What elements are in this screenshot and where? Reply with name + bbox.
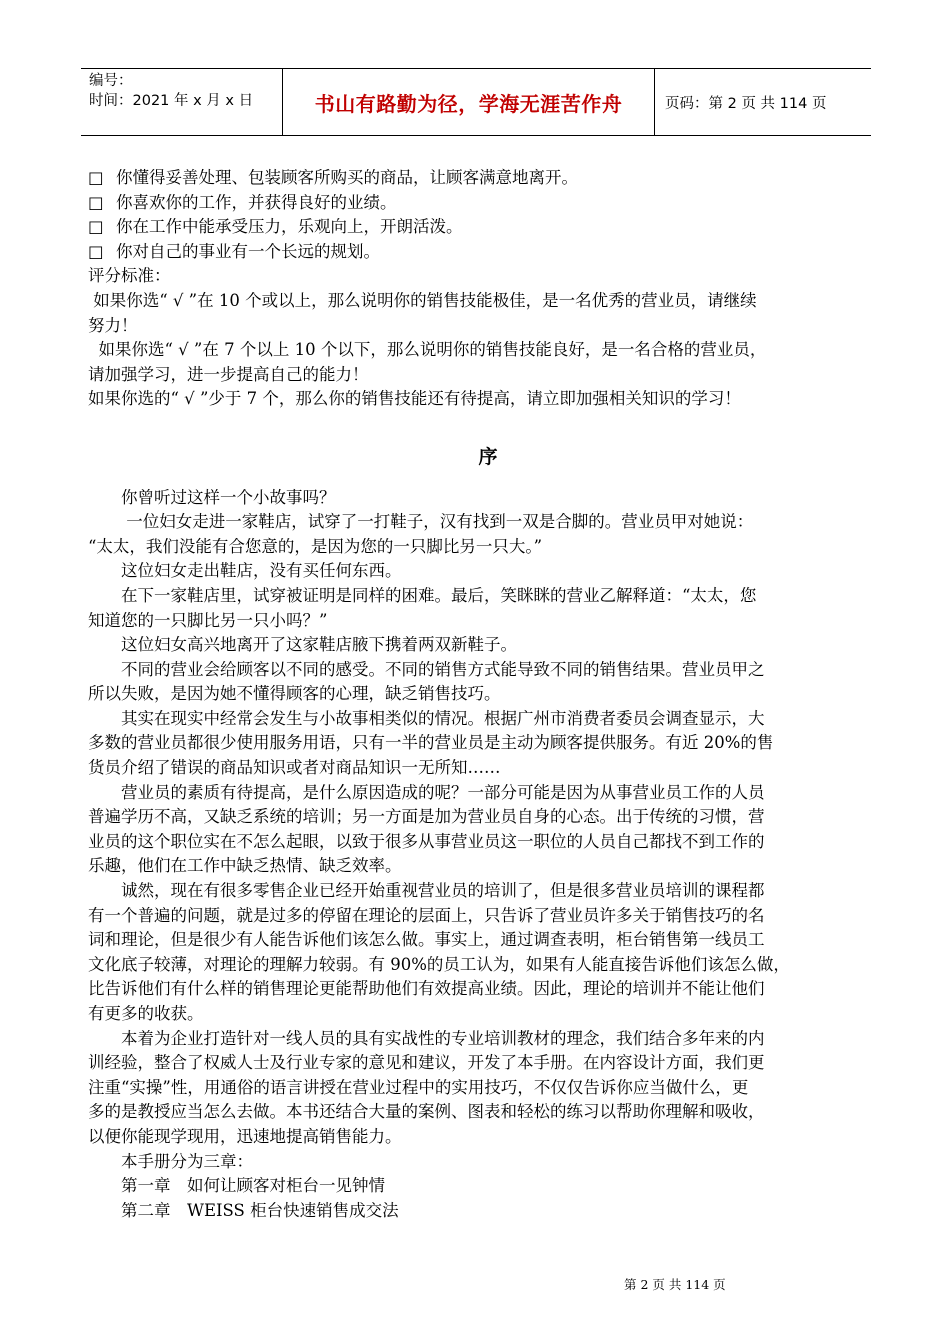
header-motto: 书山有路勤为径，学海无涯苦作舟 bbox=[283, 69, 655, 135]
preface-line: 知道您的一只脚比另一只小吗？” bbox=[88, 610, 328, 630]
checkbox-icon: □ bbox=[88, 241, 104, 261]
preface-line: 有更多的收获。 bbox=[88, 1004, 204, 1023]
preface-line: 所以失败，是因为她不懂得顾客的心理，缺乏销售技巧。 bbox=[88, 684, 501, 704]
document-body bbox=[88, 166, 888, 1223]
page-footer: 第 2 页 共 114 页 bbox=[624, 1277, 726, 1292]
preface-line: 业员的这个职位实在不怎么起眼，以致于很多从事营业员这一职位的人员自己都找不到工作的 bbox=[88, 831, 765, 851]
preface-line: 多数的营业员都很少使用服务用语，只有一半的营业员是主动为顾客提供服务。有近 20%的售 bbox=[88, 733, 774, 753]
checklist-item-text: 你对自己的事业有一个长远的规划。 bbox=[116, 241, 380, 261]
preface-line: 这位妇女高兴地离开了这家鞋店腋下携着两双新鞋子。 bbox=[88, 635, 517, 655]
document-date-label: 时间：2021 年 x 月 x 日 bbox=[89, 93, 254, 109]
preface-line: 你曾听过这样一个小故事吗？ bbox=[88, 487, 336, 507]
document-code-label: 编号： bbox=[89, 73, 133, 89]
preface-line: 乐趣，他们在工作中缺乏热情、缺乏效率。 bbox=[88, 856, 402, 876]
checklist-item bbox=[88, 191, 888, 216]
checklist-item bbox=[88, 166, 888, 191]
preface-line: 有一个普遍的问题，就是过多的停留在理论的层面上，只告诉了营业员许多关于销售技巧的名 bbox=[88, 905, 765, 925]
preface-line: 不同的营业会给顾客以不同的感受。不同的销售方式能导致不同的销售结果。营业员甲之 bbox=[88, 659, 765, 679]
preface-line: 比告诉他们有什么样的销售理论更能帮助他们有效提高业绩。因此，理论的培训并不能让他们 bbox=[88, 979, 765, 999]
header-meta bbox=[81, 69, 283, 135]
scoring-line: 努力！ bbox=[88, 315, 138, 335]
preface-line: 诚然，现在有很多零售企业已经开始重视营业员的培训了，但是很多营业员培训的课程都 bbox=[88, 881, 765, 901]
preface-line: “太太，我们没能有合您意的，是因为您的一只脚比另一只大。” bbox=[88, 536, 543, 556]
preface-title: 序 bbox=[478, 445, 498, 468]
preface-line: 训经验，整合了权威人士及行业专家的意见和建议，开发了本手册。在内容设计方面，我们更 bbox=[88, 1053, 765, 1073]
preface-line: 其实在现实中经常会发生与小故事相类似的情况。根据广州市消费者委员会调查显示，大 bbox=[88, 708, 765, 728]
checkbox-icon: □ bbox=[88, 217, 104, 237]
scoring-section bbox=[88, 264, 888, 412]
checkbox-icon: □ bbox=[88, 168, 104, 187]
scoring-line: 请加强学习，进一步提高自己的能力！ bbox=[88, 364, 369, 384]
scoring-line: 如果你选“ √ ”在 7 个以上 10 个以下，那么说明你的销售技能良好，是一名合格的营业员， bbox=[88, 340, 767, 360]
scoring-label: 评分标准： bbox=[88, 266, 171, 286]
chapter-line: 第一章 如何让顾客对柜台一见钟情 bbox=[88, 1176, 385, 1196]
preface-line: 普遍学历不高，又缺乏系统的培训；另一方面是加为营业员自身的心态。出于传统的习惯，营 bbox=[88, 807, 765, 827]
preface-line: 这位妇女走出鞋店，没有买任何东西。 bbox=[88, 561, 402, 581]
scoring-line: 如果你选“ √ ”在 10 个或以上，那么说明你的销售技能极佳，是一名优秀的营业员，请继续 bbox=[88, 290, 757, 310]
preface-line: 一位妇女走进一家鞋店，试穿了一打鞋子，汉有找到一双是合脚的。营业员甲对她说： bbox=[88, 512, 754, 532]
checkbox-icon: □ bbox=[88, 192, 104, 212]
chapter-line: 第二章 WEISS 柜台快速销售成交法 bbox=[88, 1200, 399, 1220]
checklist-item bbox=[88, 215, 888, 240]
preface-line: 多的是教授应当怎么去做。本书还结合大量的案例、图表和轻松的练习以帮助你理解和吸收， bbox=[88, 1102, 765, 1122]
preface-line: 货员介绍了错误的商品知识或者对商品知识一无所知…… bbox=[88, 758, 501, 778]
preface-line: 本手册分为三章： bbox=[88, 1151, 253, 1171]
preface-line: 文化底子较薄，对理论的理解力较弱。有 90%的员工认为，如果有人能直接告诉他们该怎么做， bbox=[88, 954, 790, 974]
preface-line: 营业员的素质有待提高，是什么原因造成的呢？一部分可能是因为从事营业员工作的人员 bbox=[88, 782, 765, 802]
preface-line: 注重“实操”性，用通俗的语言讲授在营业过程中的实用技巧，不仅仅告诉你应当做什么，更 bbox=[88, 1077, 749, 1097]
preface-line: 词和理论，但是很少有人能告诉他们该怎么做。事实上，通过调查表明，柜台销售第一线员工 bbox=[88, 930, 765, 950]
preface-line: 以便你能现学现用，迅速地提高销售能力。 bbox=[88, 1126, 402, 1146]
page-header bbox=[81, 68, 871, 136]
checklist-item bbox=[88, 240, 888, 265]
preface-line: 在下一家鞋店里，试穿被证明是同样的困难。最后，笑眯眯的营业乙解释道：“太太，您 bbox=[88, 585, 757, 605]
checklist bbox=[88, 166, 888, 264]
checklist-item-text: 你在工作中能承受压力，乐观向上，开朗活泼。 bbox=[116, 217, 463, 237]
preface-body bbox=[88, 486, 888, 1224]
checklist-item-text: 你喜欢你的工作，并获得良好的业绩。 bbox=[116, 192, 397, 212]
checklist-item-text: 你懂得妥善处理、包装顾客所购买的商品，让顾客满意地离开。 bbox=[116, 168, 578, 187]
scoring-line: 如果你选的“ √ ”少于 7 个，那么你的销售技能还有待提高，请立即加强相关知识的学习！ bbox=[88, 389, 741, 409]
preface-line: 本着为企业打造针对一线人员的具有实战性的专业培训教材的理念，我们结合多年来的内 bbox=[88, 1028, 765, 1048]
header-page-number: 页码：第 2 页 共 114 页 bbox=[665, 95, 827, 112]
